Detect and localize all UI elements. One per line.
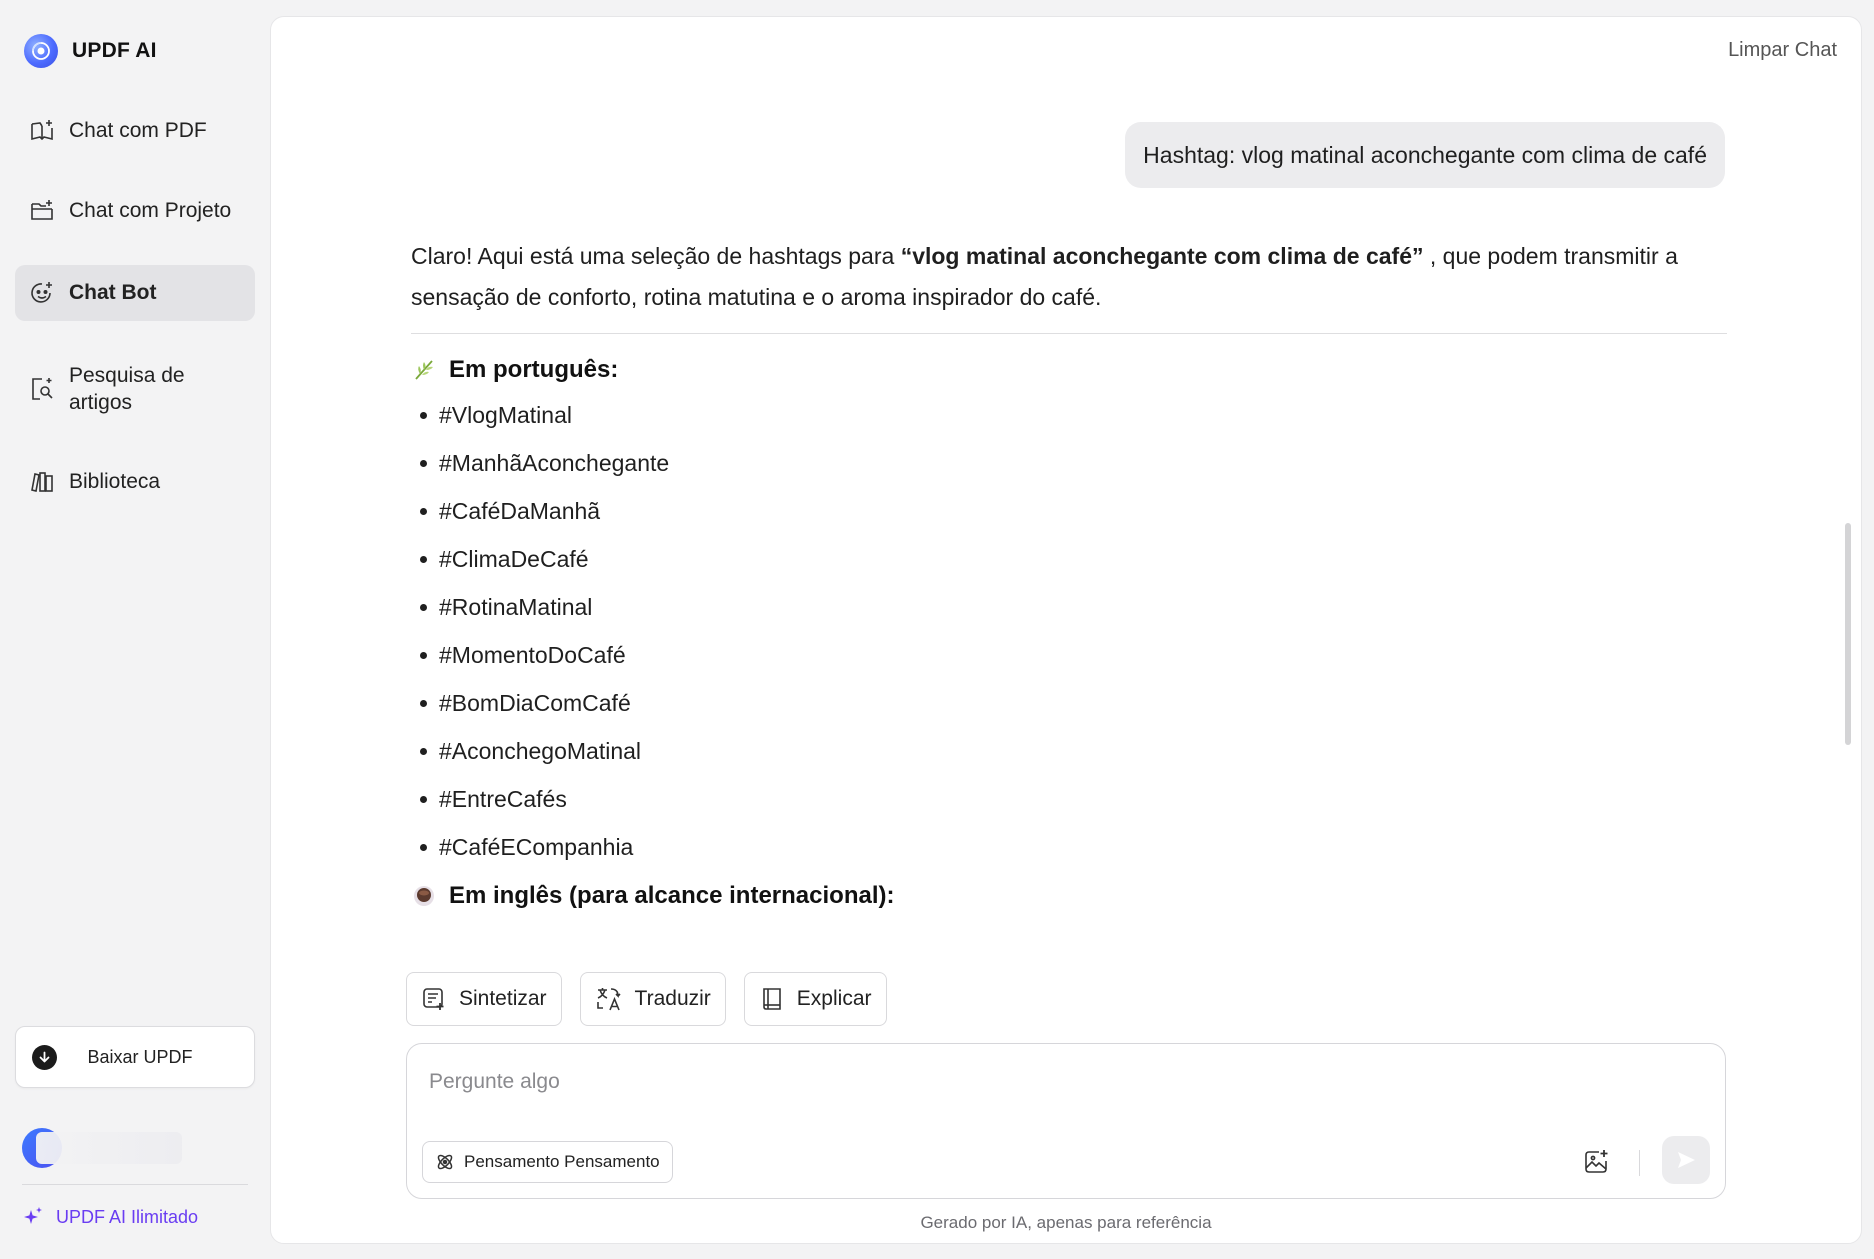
list-item: #BomDiaComCafé [411, 688, 1727, 736]
message-input[interactable] [429, 1064, 1629, 1100]
quick-actions [406, 972, 887, 1026]
summarize-label: Sintetizar [459, 987, 547, 1010]
user-message-bubble [1125, 122, 1725, 188]
hashtag-list [411, 400, 1727, 880]
updf-logo-icon [24, 34, 58, 68]
sidebar-item-label-line1: Pesquisa de [69, 364, 185, 387]
clear-chat-button[interactable]: Limpar Chat [1728, 39, 1837, 61]
list-item: #EntreCafés [411, 784, 1727, 832]
user-name-redacted [36, 1132, 182, 1164]
atom-icon [435, 1152, 455, 1172]
upgrade-label: UPDF AI Ilimitado [56, 1206, 199, 1227]
sidebar-item-chat-pdf[interactable] [15, 107, 255, 155]
sidebar-item-library[interactable] [15, 458, 255, 506]
summarize-icon [421, 986, 447, 1012]
section-heading-text: Em português: [449, 356, 619, 383]
sidebar-item-label: Chat com PDF [69, 119, 207, 142]
list-item: #VlogMatinal [411, 400, 1727, 448]
chat-panel [270, 16, 1862, 1244]
answer-intro-text-end: , que podem transmitir a sensação de conforto, rotina matutina e o aroma inspirador do café. [411, 243, 1678, 310]
herb-icon [411, 357, 437, 383]
list-item: #CaféECompanhia [411, 832, 1727, 880]
send-icon [1675, 1149, 1697, 1171]
book-sparkle-icon [29, 118, 55, 144]
app-name: UPDF AI [72, 39, 157, 62]
image-upload-button[interactable] [1583, 1148, 1611, 1181]
assistant-answer [411, 236, 1727, 910]
composer-divider [1639, 1150, 1640, 1176]
document-search-icon [29, 376, 55, 402]
send-button[interactable] [1662, 1136, 1710, 1184]
download-icon [32, 1045, 57, 1070]
translate-label: Traduzir [634, 987, 711, 1010]
brand [24, 34, 157, 68]
ai-disclaimer: Gerado por IA, apenas para referência [920, 1213, 1212, 1232]
translate-icon [595, 985, 623, 1013]
section-heading-portuguese [411, 356, 1727, 384]
sidebar-item-chat-bot[interactable] [15, 265, 255, 321]
list-item: #ClimaDeCafé [411, 544, 1727, 592]
list-item: #RotinaMatinal [411, 592, 1727, 640]
download-updf-label: Baixar UPDF [87, 1046, 193, 1067]
sparkle-icon [22, 1206, 44, 1228]
upgrade-link[interactable] [22, 1206, 198, 1228]
explain-label: Explicar [796, 987, 872, 1010]
book-icon [759, 986, 785, 1012]
sidebar-item-article-search[interactable] [15, 358, 255, 420]
answer-intro [411, 236, 1727, 318]
sidebar-item-label: Biblioteca [69, 470, 161, 493]
section-heading-english [411, 882, 1727, 910]
user-profile[interactable] [22, 1128, 182, 1168]
bot-face-icon [29, 280, 55, 306]
sidebar-item-label [69, 362, 185, 416]
sidebar-divider [22, 1184, 248, 1185]
answer-divider [411, 333, 1727, 334]
sidebar-item-label-line2: artigos [69, 391, 133, 414]
list-item: #AconchegoMatinal [411, 736, 1727, 784]
list-item: #CaféDaManhã [411, 496, 1727, 544]
thinking-mode-label: Pensamento Pensamento [464, 1152, 660, 1171]
answer-intro-bold: “vlog matinal aconchegante com clima de café” [900, 243, 1424, 269]
translate-button[interactable] [580, 972, 726, 1026]
sidebar [0, 0, 268, 1259]
sidebar-item-label: Chat com Projeto [69, 199, 232, 222]
download-updf-button[interactable] [15, 1026, 255, 1088]
list-item: #MomentoDoCafé [411, 640, 1727, 688]
library-icon [29, 469, 55, 495]
summarize-button[interactable] [406, 972, 562, 1026]
image-sparkle-icon [1583, 1148, 1611, 1176]
answer-intro-text: Claro! Aqui está uma seleção de hashtags para [411, 243, 901, 269]
sidebar-item-chat-project[interactable] [15, 187, 255, 235]
coffee-cup-icon [411, 883, 437, 909]
sidebar-item-label: Chat Bot [69, 281, 157, 304]
folder-sparkle-icon [29, 198, 55, 224]
scrollbar-thumb[interactable] [1845, 523, 1851, 745]
section-heading-text: Em inglês (para alcance internacional): [449, 882, 895, 909]
message-composer [406, 1043, 1726, 1199]
user-message-text: Hashtag: vlog matinal aconchegante com clima de café [1143, 141, 1707, 168]
thinking-mode-toggle[interactable] [422, 1141, 673, 1183]
explain-button[interactable] [744, 972, 887, 1026]
list-item: #ManhãAconchegante [411, 448, 1727, 496]
